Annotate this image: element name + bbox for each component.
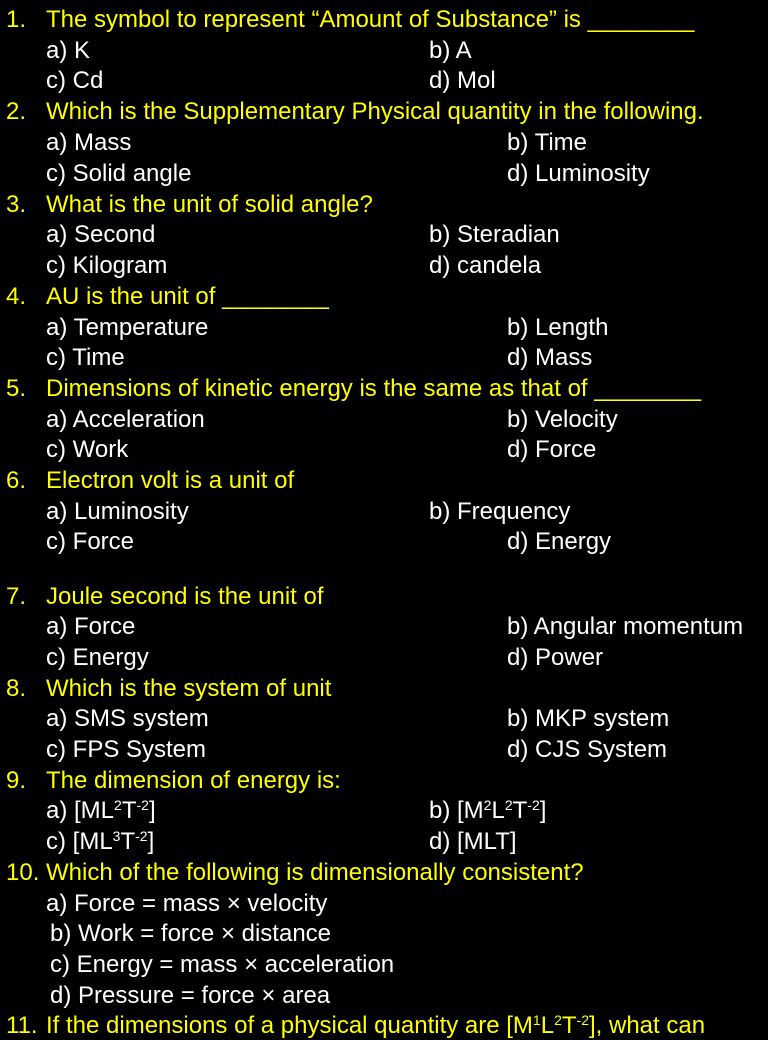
question-text: Which is the system of unit [46, 675, 332, 702]
question-text: The dimension of energy is: [46, 767, 341, 794]
question-number: 10. [6, 859, 40, 886]
question-number: 3. [6, 191, 27, 218]
question-text: What is the unit of solid angle? [46, 191, 373, 218]
question-text: Electron volt is a unit of [46, 467, 295, 494]
option-a: a) SMS system [46, 705, 209, 732]
question-number: 4. [6, 283, 27, 310]
option-b: b) A [429, 37, 472, 64]
option-b: b) Frequency [429, 498, 571, 525]
option-b: b) Velocity [507, 406, 618, 433]
option-b: b) $[M^2L^2T^{-2}]$ [429, 797, 547, 824]
option-c: c) Kilogram [46, 252, 168, 279]
question-text: Joule second is the unit of [46, 583, 324, 610]
question-text: AU is the unit of ________ [46, 283, 329, 310]
option-c: c) Energy [46, 644, 149, 671]
question-number: 7. [6, 583, 27, 610]
option-c: c) Force [46, 528, 135, 555]
question-number: 9. [6, 767, 27, 794]
question-text: Which is the Supplementary Physical quantity in the following. [46, 98, 704, 125]
option-a: a) Luminosity [46, 498, 189, 525]
option-d: d) Force [507, 436, 597, 463]
option-d: d) Power [507, 644, 604, 671]
option-c: c) Work [46, 436, 129, 463]
question-number: 2. [6, 98, 27, 125]
question-text: Dimensions of kinetic energy is the same as that of ________ [46, 375, 702, 402]
question-text: If the dimensions of a physical quantity are $[M^1L^2T^{-2}]$, what can [46, 1012, 706, 1039]
option-b: b) Work = force × distance [50, 920, 332, 947]
question-number: 8. [6, 675, 27, 702]
question-number: 5. [6, 375, 27, 402]
option-a: a) Second [46, 221, 156, 248]
option-a: a) Force [46, 613, 136, 640]
option-a: a) Acceleration [46, 406, 205, 433]
option-b: b) Steradian [429, 221, 560, 248]
option-d: d) candela [429, 252, 542, 279]
question-text: The symbol to represent “Amount of Substance” is ________ [46, 6, 695, 33]
option-a: a) Temperature [46, 314, 209, 341]
option-b: b) Angular momentum [507, 613, 744, 640]
option-c: c) Time [46, 344, 125, 371]
option-c: c) FPS System [46, 736, 207, 763]
question-number: 6. [6, 467, 27, 494]
question-number: 1. [6, 6, 27, 33]
option-d: d) Mol [429, 67, 496, 94]
option-c: c) $[ML^3T^{-2}]$ [46, 828, 155, 855]
option-d: d) [MLT] [429, 828, 517, 855]
option-b: b) MKP system [507, 705, 670, 732]
option-d: d) Pressure = force × area [50, 982, 331, 1009]
option-d: d) Mass [507, 344, 593, 371]
option-d: d) CJS System [507, 736, 668, 763]
option-b: b) Length [507, 314, 609, 341]
option-a: a) $[ML^2T^{-2}]$ [46, 797, 156, 824]
option-c: c) Energy = mass × acceleration [50, 951, 395, 978]
question-text: Which of the following is dimensionally consistent? [46, 859, 584, 886]
option-d: d) Energy [507, 528, 612, 555]
option-b: b) Time [507, 129, 588, 156]
option-c: c) Solid angle [46, 160, 192, 187]
option-a: a) Force = mass × velocity [46, 890, 328, 917]
option-c: c) Cd [46, 67, 104, 94]
option-a: a) Mass [46, 129, 132, 156]
option-d: d) Luminosity [507, 160, 650, 187]
option-a: a) K [46, 37, 91, 64]
question-number: 11. [6, 1012, 38, 1039]
